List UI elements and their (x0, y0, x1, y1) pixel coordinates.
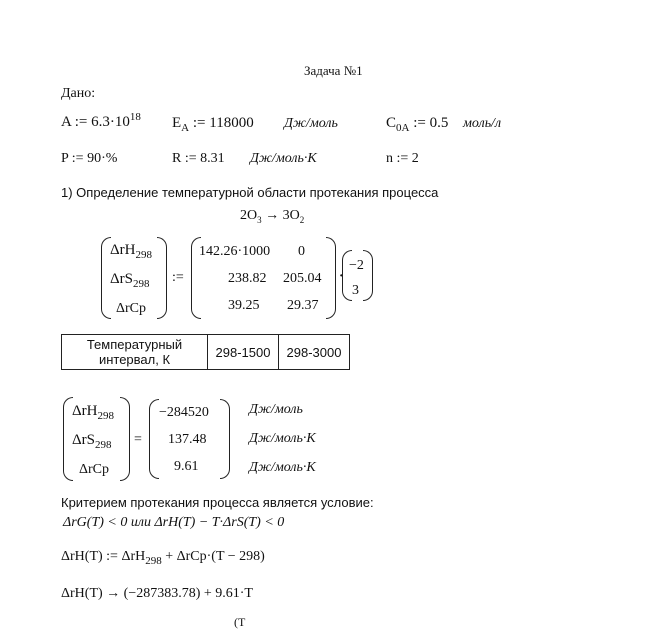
results-values-right-bracket (220, 399, 230, 479)
matrix-cell: 29.37 (287, 298, 319, 313)
dH-definition: ΔrH(T) := ΔrH$_{298}$ + ΔrCp·(T − 298) (61, 549, 265, 567)
results-lhs-right-bracket (120, 397, 130, 481)
param-n: n := 2 (386, 151, 419, 166)
lhs-dCp: ΔrCp (116, 301, 147, 316)
vector-right-bracket (363, 250, 373, 301)
page-title: Задача №1 (304, 63, 363, 78)
param-EA-unit: Дж/моль (284, 116, 338, 131)
param-R: R := 8.31 (172, 151, 225, 166)
result-value: 137.48 (168, 432, 207, 447)
param-C0A-unit: моль/л (463, 116, 502, 131)
result-value: −284520 (159, 405, 209, 420)
lhs-dS298: ΔrS$_{298}$ (110, 271, 150, 290)
table-cell: 298-3000 (279, 335, 350, 370)
vector-cell: 3 (352, 283, 359, 298)
result-unit: Дж/моль·К (249, 460, 316, 475)
result-unit: Дж/моль·К (249, 431, 316, 446)
criterion-formula: ΔrG(T) < 0 или ΔrH(T) − T·ΔrS(T) < 0 (63, 515, 285, 530)
temperature-interval-table (61, 334, 350, 370)
section-title: 1) Определение температурной области протекания процесса (61, 185, 439, 200)
param-A: A := $6.3\cdot 10^{18}$ (61, 111, 141, 130)
param-R-unit: Дж/моль·К (250, 151, 317, 166)
param-C0A: $C_{0A}$ := 0.5 (386, 115, 449, 134)
dot-operator: · (339, 269, 344, 284)
table-cell: 298-1500 (208, 335, 279, 370)
result-label-dH298: ΔrH$_{298}$ (72, 403, 114, 422)
matrix-cell: 205.04 (283, 271, 322, 286)
result-unit: Дж/моль (249, 402, 303, 417)
matrix-cell: 39.25 (228, 298, 260, 313)
results-values-left-bracket (149, 399, 159, 479)
assign-operator: := (172, 270, 184, 285)
param-EA: $E_A$ := 118000 (172, 115, 254, 134)
table-header: Температурный интервал, К (62, 335, 208, 370)
param-P: P := 90·% (61, 151, 118, 166)
dH-evaluation: ΔrH(T) → (−287383.78) + 9.61·T (61, 586, 253, 601)
lhs-dH298: ΔrH$_{298}$ (110, 242, 152, 261)
reaction-equation: $2O_3 \to 3O_2$ (240, 208, 305, 225)
given-label: Дано: (61, 86, 96, 101)
lhs-right-bracket (157, 237, 167, 319)
matrix-right-bracket (326, 237, 336, 319)
cut-off-expression: (T (234, 615, 246, 629)
result-label-dS298: ΔrS$_{298}$ (72, 432, 112, 451)
equals-operator: = (134, 432, 142, 447)
vector-cell: −2 (349, 258, 364, 273)
matrix-cell: 142.26·1000 (199, 244, 271, 259)
result-label-dCp: ΔrCp (79, 462, 110, 477)
matrix-cell: 0 (298, 244, 305, 259)
matrix-cell: 238.82 (228, 271, 267, 286)
criterion-text: Критерием протекания процесса является условие: (61, 495, 374, 510)
result-value: 9.61 (174, 459, 199, 474)
